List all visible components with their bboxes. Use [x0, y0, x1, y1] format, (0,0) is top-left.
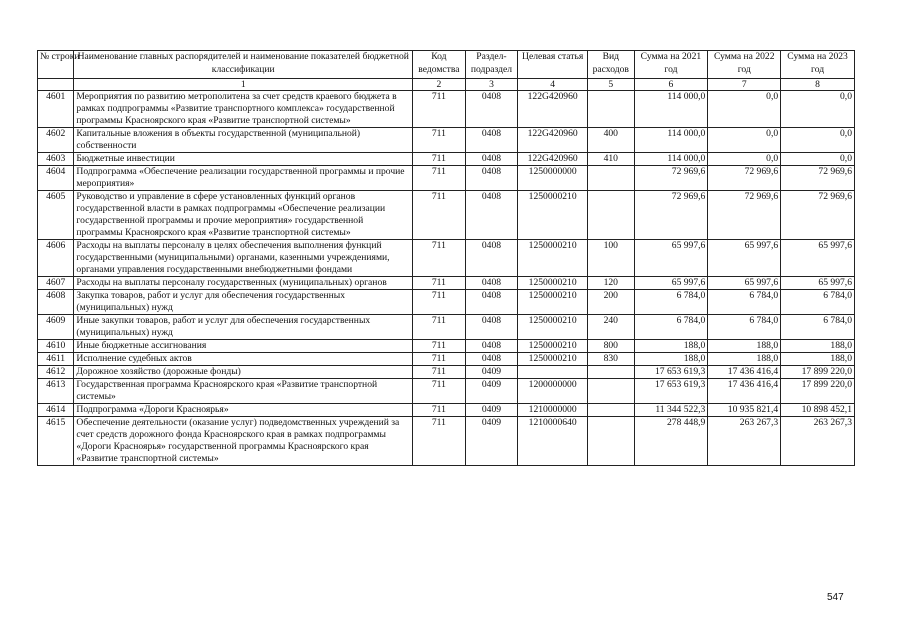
column-index: 8	[781, 79, 855, 91]
row-expense-type	[588, 166, 635, 191]
row-target-article: 122G420960	[518, 153, 588, 166]
row-section: 0408	[465, 240, 518, 277]
row-department-code: 711	[413, 277, 466, 290]
header-section: Раздел-подраздел	[465, 51, 518, 79]
table-row	[38, 366, 855, 379]
row-number: 4603	[38, 153, 74, 166]
row-number: 4613	[38, 379, 74, 404]
row-name: Обеспечение деятельности (оказание услуг) подведомственных учреждений за счет средств дорожного фонда Красноярского края в рамках подпрограммы «Дороги Красноярья» государственной программы Красноярского края «Развитие транспортной системы»	[74, 417, 413, 466]
row-name: Расходы на выплаты персоналу в целях обеспечения выполнения функций государственными (муниципальными) органами, казенными учреждениями, органами управления государственными внебюджетными фондами	[74, 240, 413, 277]
row-sum-2021: 114 000,0	[634, 91, 708, 128]
row-sum-2021: 65 997,6	[634, 277, 708, 290]
row-name: Иные закупки товаров, работ и услуг для обеспечения государственных (муниципальных) нужд	[74, 315, 413, 340]
table-row	[38, 191, 855, 240]
row-name: Закупка товаров, работ и услуг для обеспечения государственных (муниципальных) нужд	[74, 290, 413, 315]
row-name: Мероприятия по развитию метрополитена за счет средств краевого бюджета в рамках подпрограммы «Развитие транспортного комплекса» государственной программы Красноярского края «Развитие транспортной системы»	[74, 91, 413, 128]
row-department-code: 711	[413, 379, 466, 404]
column-index: 7	[708, 79, 781, 91]
row-section: 0408	[465, 128, 518, 153]
row-sum-2023: 65 997,6	[781, 277, 855, 290]
row-name: Иные бюджетные ассигнования	[74, 340, 413, 353]
column-index: 4	[518, 79, 588, 91]
row-target-article: 1210000640	[518, 417, 588, 466]
row-target-article: 1250000210	[518, 240, 588, 277]
row-number: 4610	[38, 340, 74, 353]
row-sum-2023: 0,0	[781, 153, 855, 166]
row-expense-type	[588, 417, 635, 466]
row-section: 0408	[465, 166, 518, 191]
row-sum-2021: 72 969,6	[634, 166, 708, 191]
table-row	[38, 379, 855, 404]
row-section: 0408	[465, 191, 518, 240]
row-expense-type	[588, 91, 635, 128]
row-name: Государственная программа Красноярского края «Развитие транспортной системы»	[74, 379, 413, 404]
header-expense-type: Вид расходов	[588, 51, 635, 79]
row-department-code: 711	[413, 353, 466, 366]
column-index: 1	[74, 79, 413, 91]
header-department-code: Код ведомства	[413, 51, 466, 79]
row-sum-2021: 114 000,0	[634, 128, 708, 153]
table-row	[38, 353, 855, 366]
row-expense-type: 410	[588, 153, 635, 166]
row-name: Капитальные вложения в объекты государственной (муниципальной) собственности	[74, 128, 413, 153]
row-department-code: 711	[413, 404, 466, 417]
row-sum-2021: 6 784,0	[634, 315, 708, 340]
row-section: 0409	[465, 366, 518, 379]
row-sum-2022: 0,0	[708, 153, 781, 166]
row-sum-2022: 72 969,6	[708, 166, 781, 191]
row-target-article: 1250000210	[518, 340, 588, 353]
row-expense-type: 400	[588, 128, 635, 153]
header-row	[38, 51, 855, 79]
row-sum-2023: 188,0	[781, 340, 855, 353]
row-sum-2022: 0,0	[708, 128, 781, 153]
table-row	[38, 166, 855, 191]
row-target-article: 1250000210	[518, 191, 588, 240]
row-name: Дорожное хозяйство (дорожные фонды)	[74, 366, 413, 379]
row-name: Руководство и управление в сфере установленных функций органов государственной власти в рамках подпрограммы «Обеспечение реализации государственной программы и прочие мероприятия» государственной программы Красноярского края «Развитие транспортной системы»	[74, 191, 413, 240]
row-number: 4604	[38, 166, 74, 191]
row-section: 0409	[465, 417, 518, 466]
row-section: 0409	[465, 379, 518, 404]
row-number: 4601	[38, 91, 74, 128]
row-number: 4608	[38, 290, 74, 315]
row-sum-2023: 72 969,6	[781, 191, 855, 240]
row-number: 4611	[38, 353, 74, 366]
row-section: 0408	[465, 315, 518, 340]
header-sum-2021: Сумма на 2021 год	[634, 51, 708, 79]
row-sum-2021: 65 997,6	[634, 240, 708, 277]
row-sum-2021: 188,0	[634, 340, 708, 353]
header-row-number: № строки	[38, 51, 74, 79]
row-number: 4612	[38, 366, 74, 379]
row-sum-2022: 65 997,6	[708, 277, 781, 290]
header-sum-2023: Сумма на 2023 год	[781, 51, 855, 79]
row-expense-type: 240	[588, 315, 635, 340]
header-name: Наименование главных распорядителей и наименование показателей бюджетной классификации	[74, 51, 413, 79]
row-sum-2021: 114 000,0	[634, 153, 708, 166]
row-sum-2023: 263 267,3	[781, 417, 855, 466]
row-target-article: 1200000000	[518, 379, 588, 404]
row-department-code: 711	[413, 128, 466, 153]
row-sum-2023: 6 784,0	[781, 290, 855, 315]
row-expense-type	[588, 379, 635, 404]
row-sum-2022: 65 997,6	[708, 240, 781, 277]
row-expense-type: 830	[588, 353, 635, 366]
row-target-article: 1250000210	[518, 290, 588, 315]
table-row	[38, 128, 855, 153]
row-expense-type	[588, 366, 635, 379]
row-sum-2021: 72 969,6	[634, 191, 708, 240]
row-section: 0408	[465, 277, 518, 290]
row-department-code: 711	[413, 153, 466, 166]
row-name: Исполнение судебных актов	[74, 353, 413, 366]
row-sum-2022: 72 969,6	[708, 191, 781, 240]
column-index: 5	[588, 79, 635, 91]
column-index: 2	[413, 79, 466, 91]
row-sum-2021: 6 784,0	[634, 290, 708, 315]
row-department-code: 711	[413, 340, 466, 353]
row-number: 4609	[38, 315, 74, 340]
row-number: 4605	[38, 191, 74, 240]
row-sum-2022: 6 784,0	[708, 290, 781, 315]
row-target-article: 122G420960	[518, 91, 588, 128]
table-row	[38, 340, 855, 353]
row-sum-2022: 188,0	[708, 340, 781, 353]
row-sum-2023: 17 899 220,0	[781, 379, 855, 404]
row-section: 0408	[465, 340, 518, 353]
row-expense-type: 800	[588, 340, 635, 353]
table-row	[38, 417, 855, 466]
row-department-code: 711	[413, 191, 466, 240]
row-sum-2023: 188,0	[781, 353, 855, 366]
table-row	[38, 315, 855, 340]
row-section: 0408	[465, 91, 518, 128]
table-row	[38, 153, 855, 166]
row-section: 0408	[465, 290, 518, 315]
row-name: Бюджетные инвестиции	[74, 153, 413, 166]
row-sum-2021: 278 448,9	[634, 417, 708, 466]
row-target-article: 122G420960	[518, 128, 588, 153]
row-sum-2023: 0,0	[781, 91, 855, 128]
row-target-article: 1250000210	[518, 315, 588, 340]
table-row	[38, 240, 855, 277]
table-row	[38, 91, 855, 128]
row-department-code: 711	[413, 366, 466, 379]
table-row	[38, 290, 855, 315]
row-expense-type	[588, 404, 635, 417]
table-row	[38, 404, 855, 417]
row-sum-2021: 17 653 619,3	[634, 366, 708, 379]
row-department-code: 711	[413, 91, 466, 128]
row-number: 4607	[38, 277, 74, 290]
page-number: 547	[827, 592, 844, 603]
row-department-code: 711	[413, 290, 466, 315]
row-sum-2022: 6 784,0	[708, 315, 781, 340]
row-sum-2022: 0,0	[708, 91, 781, 128]
row-section: 0408	[465, 153, 518, 166]
row-sum-2021: 11 344 522,3	[634, 404, 708, 417]
row-number: 4606	[38, 240, 74, 277]
row-department-code: 711	[413, 417, 466, 466]
header-sum-2022: Сумма на 2022 год	[708, 51, 781, 79]
row-number: 4614	[38, 404, 74, 417]
row-sum-2023: 10 898 452,1	[781, 404, 855, 417]
row-number: 4602	[38, 128, 74, 153]
table-row	[38, 277, 855, 290]
row-name: Подпрограмма «Дороги Красноярья»	[74, 404, 413, 417]
row-sum-2023: 0,0	[781, 128, 855, 153]
column-index: 3	[465, 79, 518, 91]
row-department-code: 711	[413, 166, 466, 191]
row-sum-2022: 17 436 416,4	[708, 379, 781, 404]
row-sum-2023: 72 969,6	[781, 166, 855, 191]
row-section: 0408	[465, 353, 518, 366]
budget-table	[37, 50, 855, 466]
row-sum-2022: 17 436 416,4	[708, 366, 781, 379]
row-name: Подпрограмма «Обеспечение реализации государственной программы и прочие мероприятия»	[74, 166, 413, 191]
row-target-article: 1250000210	[518, 277, 588, 290]
row-sum-2021: 188,0	[634, 353, 708, 366]
row-department-code: 711	[413, 315, 466, 340]
row-sum-2022: 188,0	[708, 353, 781, 366]
row-sum-2023: 17 899 220,0	[781, 366, 855, 379]
row-section: 0409	[465, 404, 518, 417]
row-target-article: 1250000000	[518, 166, 588, 191]
header-target-article: Целевая статья	[518, 51, 588, 79]
row-sum-2023: 65 997,6	[781, 240, 855, 277]
row-target-article: 1250000210	[518, 353, 588, 366]
row-expense-type: 200	[588, 290, 635, 315]
row-number: 4615	[38, 417, 74, 466]
row-expense-type	[588, 191, 635, 240]
row-target-article	[518, 366, 588, 379]
row-sum-2022: 10 935 821,4	[708, 404, 781, 417]
row-expense-type: 120	[588, 277, 635, 290]
row-department-code: 711	[413, 240, 466, 277]
row-sum-2022: 263 267,3	[708, 417, 781, 466]
column-index: 6	[634, 79, 708, 91]
column-index-row	[38, 79, 855, 91]
row-sum-2021: 17 653 619,3	[634, 379, 708, 404]
row-name: Расходы на выплаты персоналу государственных (муниципальных) органов	[74, 277, 413, 290]
row-target-article: 1210000000	[518, 404, 588, 417]
column-index	[38, 79, 74, 91]
row-sum-2023: 6 784,0	[781, 315, 855, 340]
row-expense-type: 100	[588, 240, 635, 277]
